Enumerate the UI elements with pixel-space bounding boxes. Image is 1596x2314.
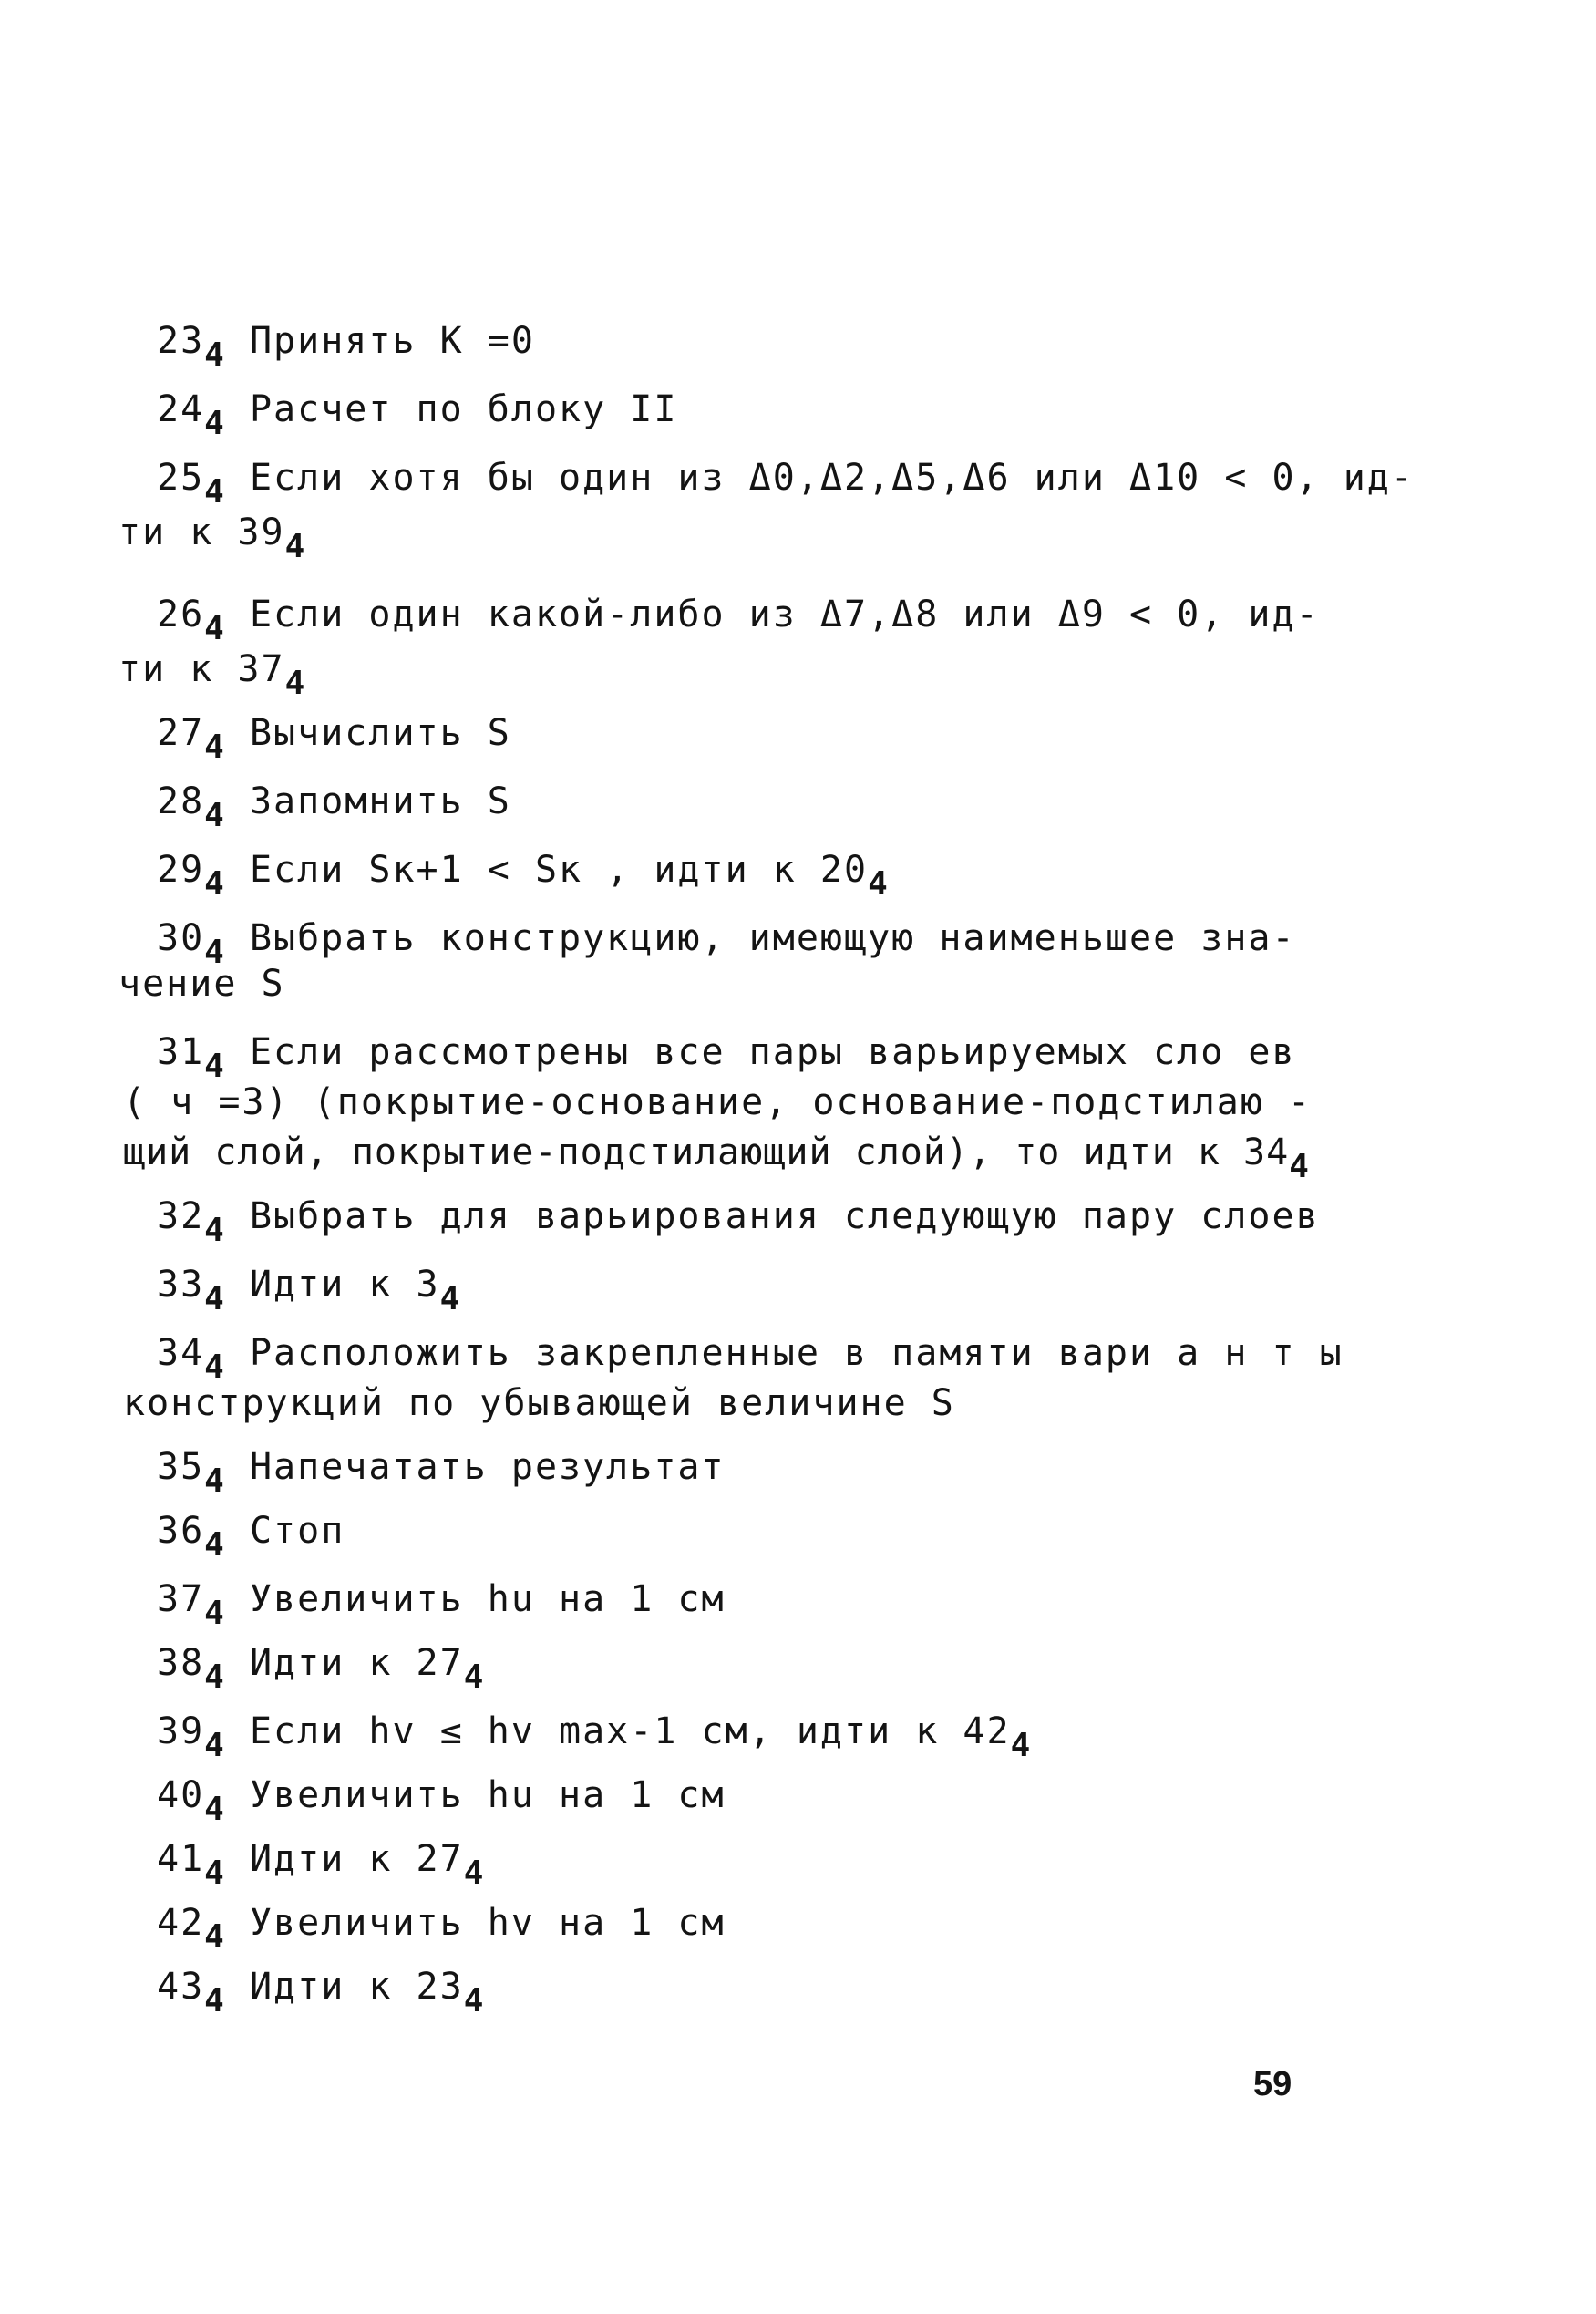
step-text: Если рассмотрены все пары варьируемых сло ев [249,1031,1296,1073]
step-26-continuation [118,647,307,702]
step-40 [157,1773,726,1828]
step-text: Идти к 23 [249,1966,464,2008]
step-number: 33 [157,1264,205,1306]
step-41 [157,1837,486,1892]
step-subscript: 4 [204,1280,226,1317]
step-number: 32 [157,1195,205,1237]
step-text: Если хотя бы один из Δ0,Δ2,Δ5,Δ6 или Δ10 < 0, ид- [249,457,1415,499]
step-subscript: 4 [204,473,226,511]
step-number: 26 [157,594,205,635]
step-23 [157,319,535,374]
step-text: Напечатать результат [249,1446,726,1488]
step-subscript: 4 [204,1918,226,1956]
step-28 [157,780,511,834]
step-29 [157,848,890,903]
step-text: Увеличить hu на 1 см [249,1578,726,1620]
step-subscript: 4 [204,1982,226,2020]
step-31 [157,1030,1296,1085]
step-subscript: 4 [204,934,226,971]
step-text: Расположить закрепленные в памяти вари а н т ы [249,1332,1344,1374]
step-text: Принять K =0 [249,320,535,362]
step-subscript: 4 [204,405,226,442]
step-subscript: 4 [204,1791,226,1828]
step-number: 38 [157,1642,205,1684]
step-number: 35 [157,1446,205,1488]
step-25-continuation [118,511,307,565]
step-number: 27 [157,712,205,754]
step-subscript: 4 [868,865,890,903]
step-number: 42 [157,1902,205,1944]
step-35 [157,1445,726,1500]
step-subscript: 4 [204,1212,226,1249]
step-37 [157,1577,726,1632]
step-24 [157,387,678,442]
step-number: 39 [157,1710,205,1752]
step-text: щий слой, покрытие-подстилающий слой), то идти к 34 [123,1131,1290,1173]
step-text: конструкций по убывающей величине S [123,1382,955,1424]
step-number: 23 [157,320,205,362]
step-subscript: 4 [204,336,226,374]
step-subscript: 4 [204,1462,226,1500]
step-number: 28 [157,780,205,822]
step-subscript: 4 [204,865,226,903]
step-number: 29 [157,849,205,891]
step-subscript: 4 [463,1658,486,1696]
step-25 [157,456,1415,511]
step-text: ти к 37 [118,648,285,690]
step-subscript: 4 [204,610,226,647]
step-26 [157,593,1320,647]
step-text: Если Sк+1 < Sк , идти к 20 [249,849,869,891]
step-subscript: 4 [284,665,307,702]
step-subscript: 4 [204,1658,226,1696]
step-subscript: 4 [439,1280,462,1317]
step-36 [157,1509,345,1564]
step-33 [157,1263,462,1317]
step-text: Если hv ≤ hv max-1 см, идти к 42 [249,1710,1011,1752]
step-subscript: 4 [1289,1148,1310,1185]
step-30 [157,916,1296,971]
step-subscript: 4 [463,1982,486,2020]
step-38 [157,1641,486,1696]
step-subscript: 4 [1010,1727,1033,1764]
step-text: Увеличить hv на 1 см [249,1902,726,1944]
step-subscript: 4 [204,1854,226,1892]
step-number: 36 [157,1510,205,1552]
step-42 [157,1901,726,1956]
step-number: 30 [157,917,205,959]
step-31-continuation [123,1080,1312,1124]
step-31-continuation-2 [123,1131,1310,1185]
step-text: чение S [118,963,285,1005]
step-text: Если один какой-либо из Δ7,Δ8 или Δ9 < 0, ид- [249,594,1320,635]
step-text: Идти к 27 [249,1642,464,1684]
step-subscript: 4 [284,528,307,565]
step-43 [157,1965,486,2020]
step-number: 41 [157,1838,205,1880]
step-text: Выбрать для варьирования следующую пару слоев [249,1195,1320,1237]
step-number: 25 [157,457,205,499]
step-number: 43 [157,1966,205,2008]
step-number: 37 [157,1578,205,1620]
step-text: ти к 39 [118,511,285,553]
step-34-continuation [123,1381,955,1425]
step-number: 24 [157,388,205,430]
step-subscript: 4 [204,1048,226,1085]
step-30-continuation [118,962,285,1006]
step-text: Стоп [249,1510,345,1552]
step-text: Расчет по блоку II [249,388,678,430]
step-text: ( ч =3) (покрытие-основание, основание-подстилаю - [123,1081,1313,1123]
page-number: 59 [1253,2065,1292,2103]
step-text: Запомнить S [249,780,511,822]
step-39 [157,1710,1033,1764]
step-text: Идти к 3 [249,1264,440,1306]
step-subscript: 4 [204,797,226,834]
step-text: Вычислить S [249,712,511,754]
step-subscript: 4 [204,1348,226,1386]
step-text: Выбрать конструкцию, имеющую наименьшее зна- [249,917,1296,959]
step-32 [157,1194,1320,1249]
step-subscript: 4 [204,1526,226,1564]
step-text: Идти к 27 [249,1838,464,1880]
step-subscript: 4 [204,1595,226,1632]
step-subscript: 4 [463,1854,486,1892]
step-subscript: 4 [204,1727,226,1764]
step-subscript: 4 [204,728,226,766]
step-34 [157,1331,1344,1386]
step-27 [157,711,511,766]
step-number: 34 [157,1332,205,1374]
step-text: Увеличить hu на 1 см [249,1774,726,1816]
step-number: 40 [157,1774,205,1816]
step-number: 31 [157,1031,205,1073]
